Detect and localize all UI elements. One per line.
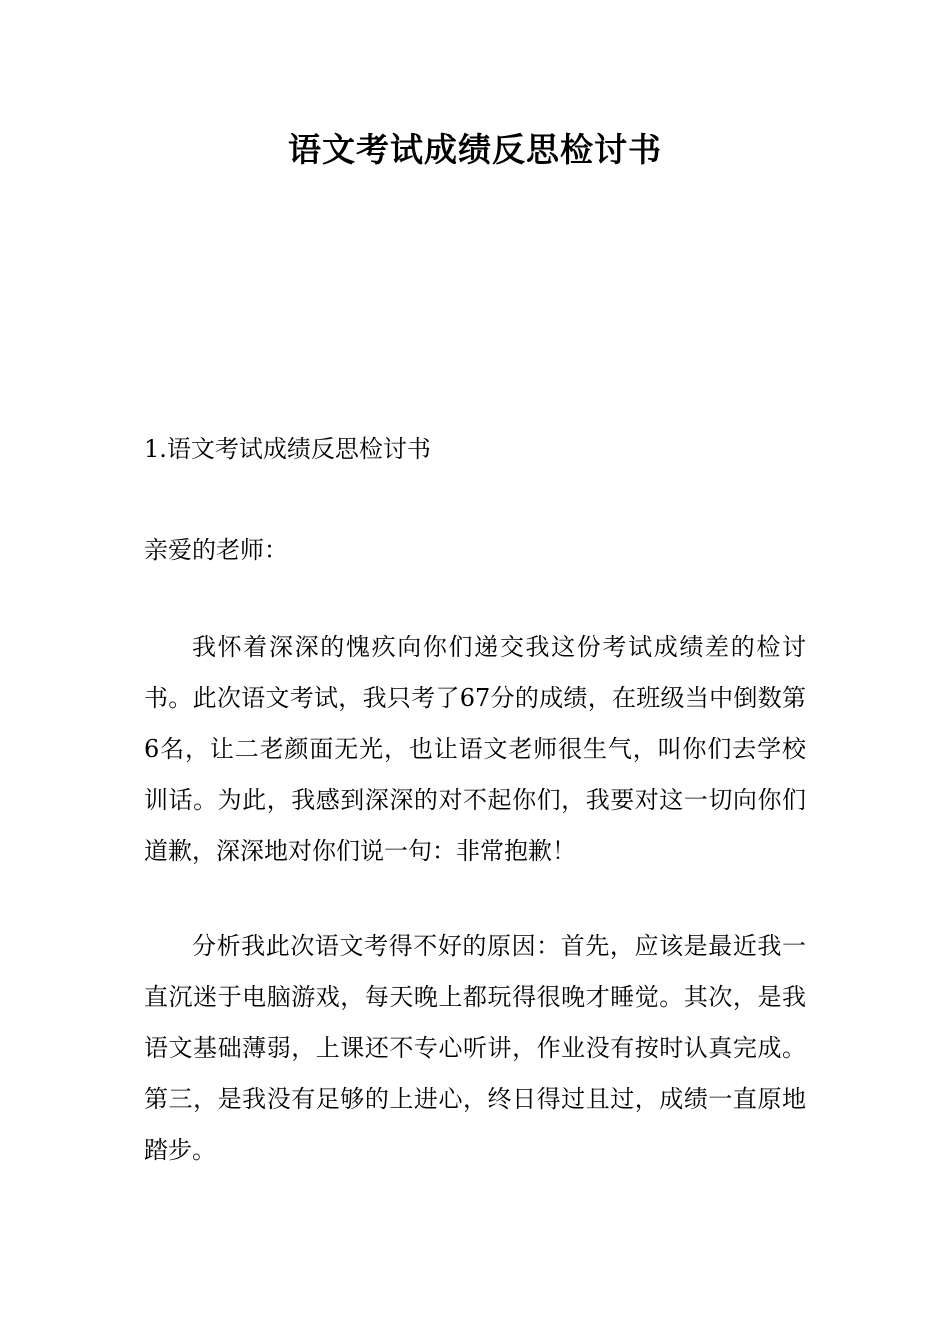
salutation: 亲爱的老师： — [144, 536, 288, 564]
body-paragraph-analysis: 分析我此次语文考得不好的原因：首先，应该是最近我一直沉迷于电脑游戏，每天晚上都玩得很晚才睡觉。其次，是我语文基础薄弱，上课还不专心听讲，作业没有按时认真完成。第三，是我没有足够的上进心，终日得过且过，成绩一直原地踏步。 — [144, 932, 806, 1164]
section-heading: 1.语文考试成绩反思检讨书 — [144, 435, 431, 463]
body-paragraph-apology: 我怀着深深的愧疚向你们递交我这份考试成绩差的检讨书。此次语文考试，我只考了67分的成绩，在班级当中倒数第6名，让二老颜面无光，也让语文老师很生气，叫你们去学校训话。为此，我感到深深的对不起你们，我要对这一切向你们道歉，深深地对你们说一句：非常抱歉！ — [144, 633, 806, 865]
document-title: 语文考试成绩反思检讨书 — [288, 130, 662, 169]
